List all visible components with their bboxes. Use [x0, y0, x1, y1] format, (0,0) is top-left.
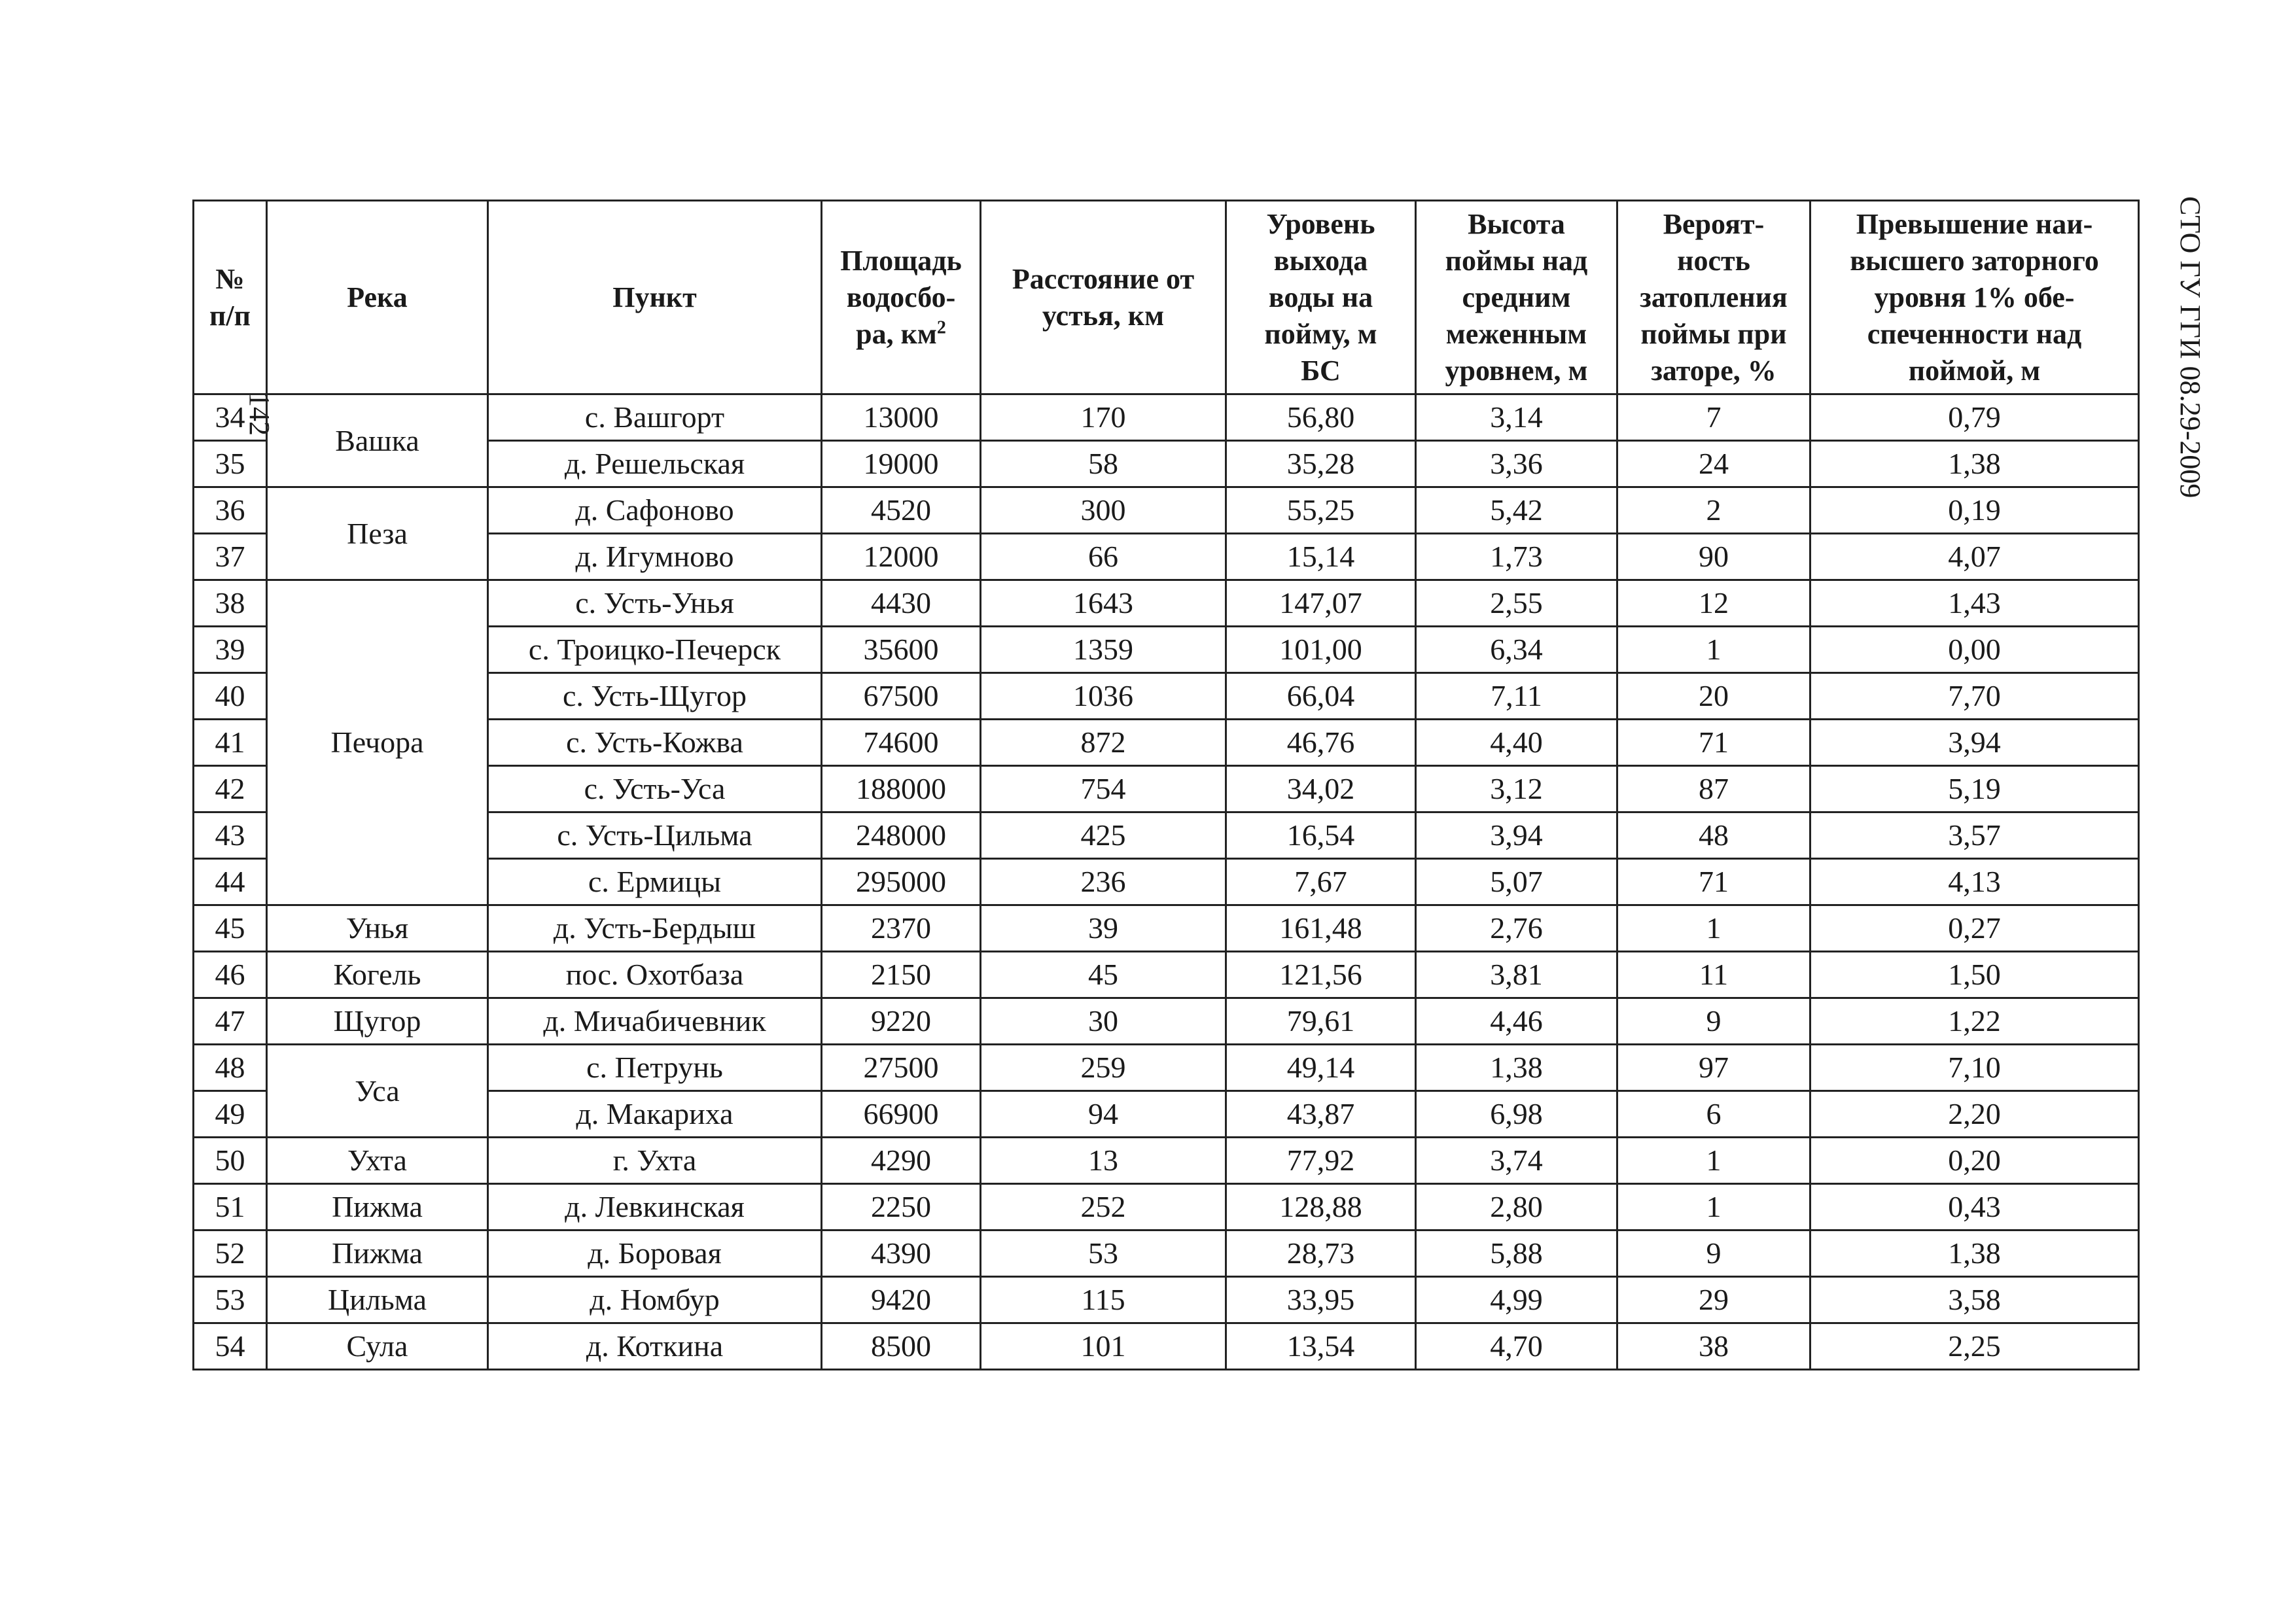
cell-excess: 4,07 — [1810, 534, 2139, 580]
cell-area: 248000 — [822, 812, 981, 859]
cell-level: 43,87 — [1226, 1091, 1416, 1138]
header-distance — [981, 201, 1226, 394]
cell-probability: 1 — [1617, 1138, 1810, 1184]
cell-area: 12000 — [822, 534, 981, 580]
header-point — [488, 201, 822, 394]
cell-excess: 2,25 — [1810, 1323, 2139, 1370]
header-line: БС — [1301, 354, 1341, 387]
cell-number: 48 — [194, 1045, 267, 1091]
cell-excess: 3,58 — [1810, 1277, 2139, 1323]
cell-area: 2150 — [822, 952, 981, 998]
cell-point: д. Номбур — [488, 1277, 822, 1323]
cell-level: 121,56 — [1226, 952, 1416, 998]
cell-floodplain-height: 7,11 — [1416, 673, 1617, 720]
cell-area: 8500 — [822, 1323, 981, 1370]
cell-number: 47 — [194, 998, 267, 1045]
cell-distance: 1359 — [981, 627, 1226, 673]
cell-floodplain-height: 2,55 — [1416, 580, 1617, 627]
cell-area: 9220 — [822, 998, 981, 1045]
header-line: заторе, % — [1651, 354, 1776, 387]
table-row — [194, 1184, 2139, 1230]
table-body — [194, 394, 2139, 1370]
cell-level: 101,00 — [1226, 627, 1416, 673]
cell-level: 34,02 — [1226, 766, 1416, 812]
cell-excess: 1,50 — [1810, 952, 2139, 998]
header-line: средним — [1462, 281, 1571, 313]
cell-area: 27500 — [822, 1045, 981, 1091]
flood-data-table — [192, 200, 2140, 1370]
header-line: водосбо- — [846, 281, 956, 313]
cell-area: 4390 — [822, 1230, 981, 1277]
cell-point: с. Петрунь — [488, 1045, 822, 1091]
cell-area: 13000 — [822, 394, 981, 441]
header-river — [267, 201, 488, 394]
cell-floodplain-height: 4,70 — [1416, 1323, 1617, 1370]
header-row — [194, 201, 2139, 394]
cell-point: с. Усть-Кожва — [488, 720, 822, 766]
cell-distance: 101 — [981, 1323, 1226, 1370]
header-line: меженным — [1445, 317, 1587, 350]
cell-probability: 6 — [1617, 1091, 1810, 1138]
header-line: пойму, м — [1264, 317, 1377, 350]
cell-probability: 12 — [1617, 580, 1810, 627]
cell-area: 295000 — [822, 859, 981, 905]
cell-number: 34 — [194, 394, 267, 441]
cell-number: 40 — [194, 673, 267, 720]
cell-point: д. Игумново — [488, 534, 822, 580]
header-line — [828, 316, 974, 353]
table-row — [194, 952, 2139, 998]
cell-excess: 0,43 — [1810, 1184, 2139, 1230]
cell-level: 28,73 — [1226, 1230, 1416, 1277]
cell-probability: 7 — [1617, 394, 1810, 441]
table-row — [194, 1277, 2139, 1323]
cell-river: Щугор — [267, 998, 488, 1045]
cell-area: 4520 — [822, 487, 981, 534]
header-superscript: 2 — [936, 317, 946, 338]
header-line: поймы при — [1640, 317, 1787, 350]
table-header — [194, 201, 2139, 394]
cell-floodplain-height: 3,81 — [1416, 952, 1617, 998]
cell-point: д. Усть-Бердыш — [488, 905, 822, 952]
cell-floodplain-height: 5,07 — [1416, 859, 1617, 905]
header-area — [822, 201, 981, 394]
cell-number: 52 — [194, 1230, 267, 1277]
cell-floodplain-height: 6,98 — [1416, 1091, 1617, 1138]
cell-floodplain-height: 3,36 — [1416, 441, 1617, 487]
header-number — [194, 201, 267, 394]
cell-point: с. Вашгорт — [488, 394, 822, 441]
table-row — [194, 487, 2139, 534]
cell-number: 35 — [194, 441, 267, 487]
cell-distance: 115 — [981, 1277, 1226, 1323]
cell-area: 2370 — [822, 905, 981, 952]
table-row — [194, 580, 2139, 627]
cell-distance: 58 — [981, 441, 1226, 487]
cell-number: 44 — [194, 859, 267, 905]
cell-river: Пеза — [267, 487, 488, 580]
cell-river: Пижма — [267, 1184, 488, 1230]
header-line: воды на — [1268, 281, 1373, 313]
table-row — [194, 1230, 2139, 1277]
cell-distance: 1643 — [981, 580, 1226, 627]
cell-floodplain-height: 6,34 — [1416, 627, 1617, 673]
document-code: СТО ГУ ГГИ 08.29-2009 — [2174, 196, 2206, 498]
cell-level: 56,80 — [1226, 394, 1416, 441]
cell-river: Уса — [267, 1045, 488, 1138]
header-line: спеченности над — [1867, 317, 2082, 350]
header-line: затопления — [1640, 281, 1788, 313]
cell-distance: 66 — [981, 534, 1226, 580]
header-line: Площадь — [840, 244, 962, 277]
cell-excess: 3,57 — [1810, 812, 2139, 859]
cell-point: с. Усть-Унья — [488, 580, 822, 627]
cell-floodplain-height: 1,73 — [1416, 534, 1617, 580]
cell-river: Вашка — [267, 394, 488, 487]
cell-probability: 1 — [1617, 1184, 1810, 1230]
cell-probability: 29 — [1617, 1277, 1810, 1323]
cell-number: 36 — [194, 487, 267, 534]
header-excess — [1810, 201, 2139, 394]
header-line: высшего заторного — [1850, 244, 2099, 277]
cell-excess: 1,43 — [1810, 580, 2139, 627]
header-line: выхода — [1273, 244, 1368, 277]
cell-probability: 87 — [1617, 766, 1810, 812]
header-line: поймы над — [1445, 244, 1588, 277]
cell-floodplain-height: 3,94 — [1416, 812, 1617, 859]
cell-point: г. Ухта — [488, 1138, 822, 1184]
cell-area: 66900 — [822, 1091, 981, 1138]
cell-excess: 0,19 — [1810, 487, 2139, 534]
cell-number: 49 — [194, 1091, 267, 1138]
cell-number: 45 — [194, 905, 267, 952]
cell-distance: 39 — [981, 905, 1226, 952]
cell-river: Печора — [267, 580, 488, 905]
cell-level: 55,25 — [1226, 487, 1416, 534]
cell-distance: 30 — [981, 998, 1226, 1045]
cell-point: д. Сафоново — [488, 487, 822, 534]
cell-distance: 13 — [981, 1138, 1226, 1184]
cell-area: 35600 — [822, 627, 981, 673]
cell-probability: 11 — [1617, 952, 1810, 998]
cell-floodplain-height: 2,76 — [1416, 905, 1617, 952]
cell-distance: 300 — [981, 487, 1226, 534]
table-row — [194, 905, 2139, 952]
cell-distance: 425 — [981, 812, 1226, 859]
cell-level: 66,04 — [1226, 673, 1416, 720]
cell-area: 9420 — [822, 1277, 981, 1323]
cell-probability: 9 — [1617, 998, 1810, 1045]
cell-excess: 0,79 — [1810, 394, 2139, 441]
cell-level: 147,07 — [1226, 580, 1416, 627]
header-probability — [1617, 201, 1810, 394]
header-line: уровнем, м — [1445, 354, 1588, 387]
cell-river: Сула — [267, 1323, 488, 1370]
table-row — [194, 394, 2139, 441]
cell-level: 128,88 — [1226, 1184, 1416, 1230]
cell-point: с. Усть-Щугор — [488, 673, 822, 720]
header-line: уровня 1% обе- — [1874, 281, 2075, 313]
cell-excess: 0,20 — [1810, 1138, 2139, 1184]
cell-probability: 90 — [1617, 534, 1810, 580]
cell-floodplain-height: 3,12 — [1416, 766, 1617, 812]
cell-probability: 48 — [1617, 812, 1810, 859]
header-floodplain-height — [1416, 201, 1617, 394]
cell-floodplain-height: 5,88 — [1416, 1230, 1617, 1277]
cell-excess: 4,13 — [1810, 859, 2139, 905]
cell-point: с. Усть-Цильма — [488, 812, 822, 859]
cell-excess: 3,94 — [1810, 720, 2139, 766]
cell-point: д. Левкинская — [488, 1184, 822, 1230]
cell-floodplain-height: 3,74 — [1416, 1138, 1617, 1184]
cell-number: 41 — [194, 720, 267, 766]
cell-floodplain-height: 3,14 — [1416, 394, 1617, 441]
cell-distance: 754 — [981, 766, 1226, 812]
cell-distance: 170 — [981, 394, 1226, 441]
cell-number: 54 — [194, 1323, 267, 1370]
cell-distance: 259 — [981, 1045, 1226, 1091]
cell-probability: 38 — [1617, 1323, 1810, 1370]
cell-probability: 2 — [1617, 487, 1810, 534]
cell-level: 7,67 — [1226, 859, 1416, 905]
cell-floodplain-height: 4,99 — [1416, 1277, 1617, 1323]
cell-level: 46,76 — [1226, 720, 1416, 766]
cell-number: 42 — [194, 766, 267, 812]
cell-floodplain-height: 4,46 — [1416, 998, 1617, 1045]
cell-level: 16,54 — [1226, 812, 1416, 859]
header-line: Превышение наи- — [1856, 207, 2093, 240]
cell-point: д. Коткина — [488, 1323, 822, 1370]
cell-distance: 45 — [981, 952, 1226, 998]
cell-river: Когель — [267, 952, 488, 998]
cell-excess: 0,27 — [1810, 905, 2139, 952]
header-line: поймой, м — [1908, 354, 2041, 387]
header-line-text: ра, км — [856, 317, 937, 350]
cell-probability: 71 — [1617, 859, 1810, 905]
cell-level: 49,14 — [1226, 1045, 1416, 1091]
cell-area: 2250 — [822, 1184, 981, 1230]
cell-level: 15,14 — [1226, 534, 1416, 580]
header-line: устья, км — [1042, 299, 1165, 332]
cell-probability: 97 — [1617, 1045, 1810, 1091]
cell-probability: 9 — [1617, 1230, 1810, 1277]
cell-area: 4430 — [822, 580, 981, 627]
cell-river: Ухта — [267, 1138, 488, 1184]
cell-excess: 1,38 — [1810, 441, 2139, 487]
cell-excess: 1,22 — [1810, 998, 2139, 1045]
cell-river: Пижма — [267, 1230, 488, 1277]
cell-distance: 1036 — [981, 673, 1226, 720]
cell-probability: 20 — [1617, 673, 1810, 720]
header-line: Расстояние от — [1012, 262, 1195, 295]
cell-level: 79,61 — [1226, 998, 1416, 1045]
cell-excess: 2,20 — [1810, 1091, 2139, 1138]
cell-point: пос. Охотбаза — [488, 952, 822, 998]
cell-floodplain-height: 2,80 — [1416, 1184, 1617, 1230]
cell-river: Унья — [267, 905, 488, 952]
cell-area: 67500 — [822, 673, 981, 720]
table-row — [194, 1138, 2139, 1184]
header-line: п/п — [209, 299, 251, 332]
cell-excess: 7,10 — [1810, 1045, 2139, 1091]
cell-number: 37 — [194, 534, 267, 580]
cell-probability: 71 — [1617, 720, 1810, 766]
cell-point: д. Боровая — [488, 1230, 822, 1277]
cell-number: 43 — [194, 812, 267, 859]
cell-distance: 236 — [981, 859, 1226, 905]
header-line: Вероят- — [1663, 207, 1765, 240]
cell-level: 77,92 — [1226, 1138, 1416, 1184]
header-line: Высота — [1468, 207, 1565, 240]
cell-distance: 53 — [981, 1230, 1226, 1277]
cell-number: 39 — [194, 627, 267, 673]
cell-probability: 1 — [1617, 627, 1810, 673]
cell-probability: 24 — [1617, 441, 1810, 487]
cell-area: 4290 — [822, 1138, 981, 1184]
cell-river: Цильма — [267, 1277, 488, 1323]
cell-excess: 5,19 — [1810, 766, 2139, 812]
cell-excess: 7,70 — [1810, 673, 2139, 720]
cell-number: 51 — [194, 1184, 267, 1230]
page-number: 142 — [243, 393, 275, 436]
header-level — [1226, 201, 1416, 394]
table-row — [194, 998, 2139, 1045]
cell-point: с. Ермицы — [488, 859, 822, 905]
cell-floodplain-height: 5,42 — [1416, 487, 1617, 534]
cell-level: 161,48 — [1226, 905, 1416, 952]
cell-number: 38 — [194, 580, 267, 627]
cell-floodplain-height: 1,38 — [1416, 1045, 1617, 1091]
table-row — [194, 1045, 2139, 1091]
cell-distance: 94 — [981, 1091, 1226, 1138]
header-line: № — [215, 262, 245, 295]
header-line: Уровень — [1266, 207, 1375, 240]
header-line: ность — [1677, 244, 1750, 277]
cell-point: с. Усть-Уса — [488, 766, 822, 812]
header-line: Река — [347, 281, 408, 313]
cell-probability: 1 — [1617, 905, 1810, 952]
header-line: Пункт — [612, 281, 697, 313]
cell-point: д. Мичабичевник — [488, 998, 822, 1045]
cell-point: с. Троицко-Печерск — [488, 627, 822, 673]
table-row — [194, 1323, 2139, 1370]
cell-level: 33,95 — [1226, 1277, 1416, 1323]
cell-number: 50 — [194, 1138, 267, 1184]
cell-area: 74600 — [822, 720, 981, 766]
cell-point: д. Решельская — [488, 441, 822, 487]
cell-floodplain-height: 4,40 — [1416, 720, 1617, 766]
cell-level: 13,54 — [1226, 1323, 1416, 1370]
cell-excess: 1,38 — [1810, 1230, 2139, 1277]
cell-area: 19000 — [822, 441, 981, 487]
cell-distance: 872 — [981, 720, 1226, 766]
cell-distance: 252 — [981, 1184, 1226, 1230]
cell-point: д. Макариха — [488, 1091, 822, 1138]
cell-area: 188000 — [822, 766, 981, 812]
cell-excess: 0,00 — [1810, 627, 2139, 673]
cell-number: 46 — [194, 952, 267, 998]
cell-number: 53 — [194, 1277, 267, 1323]
cell-level: 35,28 — [1226, 441, 1416, 487]
